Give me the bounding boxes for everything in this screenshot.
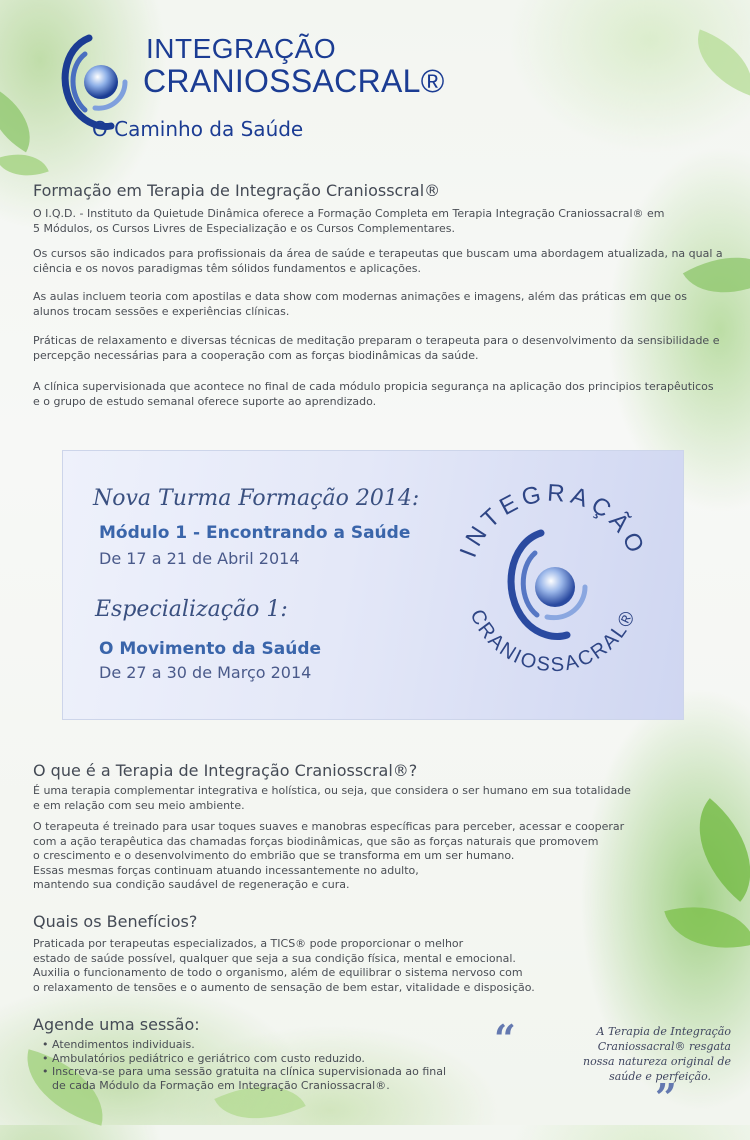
promo-module1: Módulo 1 - Encontrando a Saúde <box>99 523 411 543</box>
section-title-beneficios: Quais os Benefícios? <box>33 912 198 931</box>
paragraph: A clínica supervisionada que acontece no final de cada módulo propicia segurança na aplicação dos principios terapêuticos e o grupo de estudo semanal oferece suporte ao aprendizado. <box>33 380 714 408</box>
brand-tagline: O Caminho da Saúde <box>92 117 304 141</box>
paragraph <box>33 784 723 813</box>
svg-text:INTEGRAÇÃO <box>455 480 651 562</box>
section-title-agende: Agende uma sessão: <box>33 1015 200 1034</box>
text-line: O terapeuta é treinado para usar toques suaves e manobras específicas para perceber, acessar e cooperar <box>33 820 625 833</box>
text-line: o crescimento e o desenvolvimento do embrião que se transforma em um ser humano. <box>33 849 515 862</box>
text-line: Praticada por terapeutas especializados, a TICS® pode proporcionar o melhor <box>33 937 464 950</box>
paragraph <box>33 820 723 893</box>
text-line: É uma terapia complementar integrativa e holística, ou seja, que considera o ser humano em sua totalidade <box>33 784 631 797</box>
brand-title-line2: CRANIOSSACRAL® <box>143 63 445 99</box>
quote-block <box>496 1024 731 1084</box>
quote-line: saúde e perfeição. <box>609 1070 711 1083</box>
agende-list <box>42 1038 452 1092</box>
section-title-oque: O que é a Terapia de Integração Craniosscral®? <box>33 761 418 780</box>
promo-spiral-icon <box>511 533 585 636</box>
quote-line: A Terapia de Integração <box>596 1025 731 1038</box>
quote-line: nossa natureza original de <box>583 1055 731 1068</box>
text-line: Auxilia o funcionamento de todo o organismo, além de equilibrar o sistema nervoso com <box>33 966 523 979</box>
quote-close-icon: ” <box>655 1075 677 1120</box>
promo-heading-especializacao: Especialização 1: <box>95 597 288 622</box>
paragraph: As aulas incluem teoria com apostilas e data show com modernas animações e imagens, além das práticas em que os alunos trocam sessões e experiências clínicas. <box>33 290 687 318</box>
brand-title-line1: INTEGRAÇÃO <box>146 33 337 64</box>
text-line: mantendo sua condição saudável de regeneração e cura. <box>33 878 350 891</box>
text-line: Essas mesmas forças continuam atuando incessantemente no adulto, <box>33 863 419 877</box>
promo-logo-top-text: INTEGRAÇÃO <box>454 479 652 562</box>
section-title-formacao: Formação em Terapia de Integração Craniosscral® <box>33 181 441 200</box>
promo-module2: O Movimento da Saúde <box>99 639 322 659</box>
paragraph: Práticas de relaxamento e diversas técnicas de meditação preparam o terapeuta para o desenvolvimento da sensibilidade e percepção necessárias para a cooperação com as forças biodinâmicas da saúde. <box>33 334 720 362</box>
text-line: estado de saúde possível, qualquer que seja a sua condição física, mental e emocional. <box>33 951 516 965</box>
list-item: • Inscreva-se para uma sessão gratuita na clínica supervisionada ao final de cada Módulo da Formação em Integração Craniossacral®. <box>42 1065 452 1092</box>
list-item: • Ambulatórios pediátrico e geriátrico com custo reduzido. <box>42 1052 452 1066</box>
promo-date1: De 17 a 21 de Abril 2014 <box>99 549 300 568</box>
paragraph <box>33 937 723 995</box>
text-line: e em relação com seu meio ambiente. <box>33 798 245 812</box>
paragraph: O I.Q.D. - Instituto da Quietude Dinâmica oferece a Formação Completa em Terapia Integração Craniossacral® em 5 Módulos, os Cursos Livres de Especialização e os Cursos Complementares. <box>33 207 665 235</box>
logo-spiral-icon <box>55 30 145 130</box>
text-line: com a ação terapêutica das chamadas forças biodinâmicas, que são as forças naturais que promovem <box>33 834 599 848</box>
promo-date2: De 27 a 30 de Março 2014 <box>99 663 312 682</box>
promo-logo <box>443 463 663 703</box>
leaf-decoration <box>0 88 46 153</box>
promo-logo-bottom-text: CRANIOSSACRAL® <box>465 606 641 677</box>
promo-box <box>62 450 684 720</box>
list-item: • Atendimentos individuais. <box>42 1038 452 1052</box>
paragraph: Os cursos são indicados para profissionais da área de saúde e terapeutas que buscam uma abordagem atualizada, na qual a ciência e os novos paradigmas têm sólidos fundamentos e aplicações. <box>33 247 723 275</box>
text-line: o relaxamento de tensões e o aumento de sensação de bem estar, vitalidade e disposição. <box>33 980 535 994</box>
promo-heading-formacao: Nova Turma Formação 2014: <box>93 486 420 511</box>
leaf-decoration <box>684 29 750 95</box>
quote-line: Craniossacral® resgata <box>597 1040 731 1053</box>
quote-open-icon: “ <box>494 1016 516 1061</box>
